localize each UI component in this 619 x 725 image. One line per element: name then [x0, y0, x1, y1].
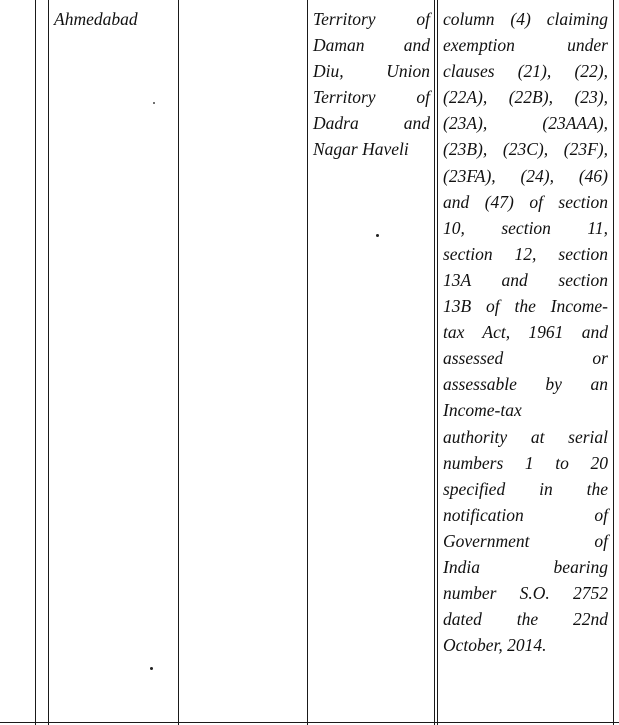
column-divider — [437, 0, 438, 725]
city-name: Ahmedabad — [54, 9, 138, 29]
description-line: October, 2014. — [443, 635, 547, 656]
territory-line: Dadra and — [313, 113, 430, 134]
column-divider — [178, 0, 179, 725]
description-line: number S.O. 2752 — [443, 583, 608, 604]
column-divider — [307, 0, 308, 725]
description-line: (23FA), (24), (46) — [443, 165, 608, 186]
territory-line: Territory of — [313, 87, 430, 108]
description-line: exemption under — [443, 35, 608, 56]
row-bottom-border — [0, 722, 619, 723]
cell-description — [443, 6, 608, 658]
description-line: (22A), (22B), (23), — [443, 87, 608, 108]
description-line: section 12, section — [443, 243, 608, 264]
description-line: clauses (21), (22), — [443, 61, 608, 82]
description-line: (23B), (23C), (23F), — [443, 139, 608, 160]
cell-territory — [313, 6, 430, 163]
territory-line: Daman and — [313, 35, 430, 56]
description-line: (23A), (23AAA), — [443, 113, 608, 134]
description-line: numbers 1 to 20 — [443, 452, 608, 473]
description-line: specified in the — [443, 478, 608, 499]
description-line: assessed or — [443, 348, 608, 369]
description-line: 13A and section — [443, 269, 608, 290]
description-line: notification of — [443, 504, 608, 525]
description-line: dated the 22nd — [443, 609, 608, 630]
description-line: Income-tax — [443, 400, 522, 421]
description-line: column (4) claiming — [443, 9, 608, 29]
column-divider — [434, 0, 435, 725]
description-line: authority at serial — [443, 426, 608, 447]
scan-speck — [150, 667, 153, 670]
territory-line: Diu, Union — [313, 61, 430, 82]
territory-line: Territory of — [313, 9, 430, 29]
description-line: 10, section 11, — [443, 217, 608, 238]
scan-speck — [376, 234, 379, 237]
description-line: and (47) of section — [443, 191, 608, 212]
description-line: tax Act, 1961 and — [443, 322, 608, 343]
description-line: assessable by an — [443, 374, 608, 395]
column-divider — [35, 0, 36, 725]
column-divider — [613, 0, 614, 725]
territory-line: Nagar Haveli — [313, 139, 409, 160]
description-line: 13B of the Income- — [443, 296, 608, 317]
description-line: Government of — [443, 530, 608, 551]
cell-city — [54, 6, 172, 32]
column-divider — [48, 0, 49, 725]
description-line: India bearing — [443, 556, 608, 577]
scan-speck — [153, 102, 155, 104]
